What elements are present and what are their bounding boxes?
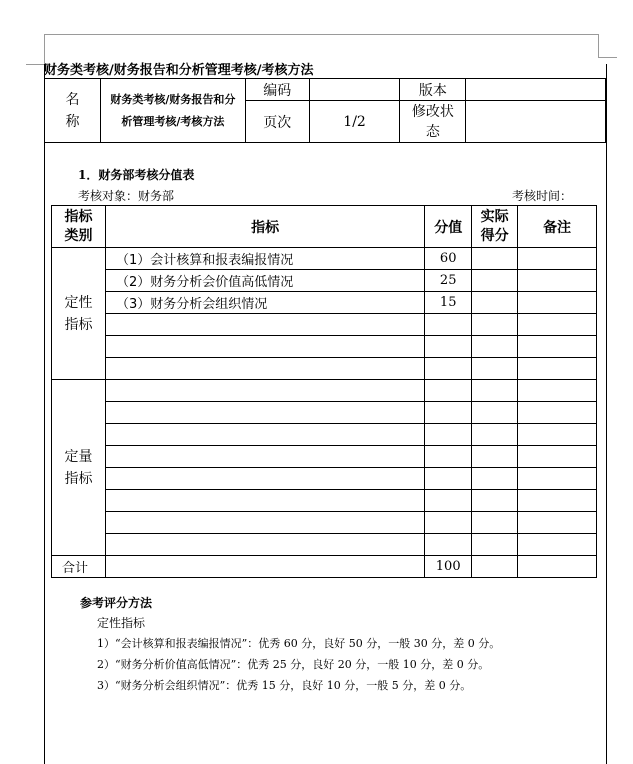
name-label: 名称: [45, 79, 101, 143]
section-title: 1．财务部考核分值表: [78, 168, 195, 182]
table-row: [52, 292, 597, 314]
name-value: 财务类考核/财务报告和分析管理考核/考核方法: [100, 79, 245, 143]
rule-line: 1）“会计核算和报表编报情况”：优秀 60 分，良好 50 分，一般 30 分，差 0 分。: [97, 637, 501, 650]
score-cell: 15: [425, 292, 472, 314]
indicator-cell: （2）财务分析会价值高低情况: [105, 270, 424, 292]
total-label: 合计: [52, 556, 106, 578]
table-row: [52, 424, 597, 446]
col-score: 分值: [425, 206, 472, 248]
table-row: [52, 248, 597, 270]
table-row: [52, 468, 597, 490]
revision-label: 修改状态: [400, 101, 466, 143]
table-row: [52, 358, 597, 380]
crop-mark-top-line: [44, 34, 598, 35]
table-row: [52, 314, 597, 336]
revision-value: [466, 101, 606, 143]
total-row: [52, 556, 597, 578]
remark-cell: [518, 248, 597, 270]
col-remark: 备注: [518, 206, 597, 248]
remark-cell: [518, 270, 597, 292]
table-row: [52, 336, 597, 358]
table-row: [52, 380, 597, 402]
score-table: [51, 205, 597, 578]
crop-mark-top-right: [598, 34, 617, 58]
quantitative-category: 定量指标: [52, 380, 106, 556]
version-value: [466, 79, 606, 101]
page-value: 1/2: [309, 101, 400, 143]
header-table: [44, 78, 606, 143]
version-label: 版本: [400, 79, 466, 101]
total-score: 100: [425, 556, 472, 578]
reference-title: 参考评分方法: [80, 596, 153, 610]
col-indicator: 指标: [105, 206, 424, 248]
assessment-target: 考核对象：财务部: [78, 189, 175, 203]
code-value: [309, 79, 400, 101]
table-row: [52, 402, 597, 424]
col-actual: 实际得分: [472, 206, 518, 248]
table-row: [52, 534, 597, 556]
code-label: 编码: [245, 79, 309, 101]
crop-mark-top-left: [26, 34, 45, 65]
score-cell: 25: [425, 270, 472, 292]
table-row: [52, 490, 597, 512]
page-label: 页次: [245, 101, 309, 143]
remark-cell: [518, 292, 597, 314]
rule-line: 2）“财务分析价值高低情况”：优秀 25 分，良好 20 分，一般 10 分，差 0 分。: [97, 658, 490, 671]
qualitative-category: 定性指标: [52, 248, 106, 380]
actual-cell: [472, 270, 518, 292]
rule-line: 3）“财务分析会组织情况”：优秀 15 分，良好 10 分，一般 5 分，差 0 分。: [97, 679, 472, 692]
actual-cell: [472, 292, 518, 314]
indicator-cell: （3）财务分析会组织情况: [105, 292, 424, 314]
table-header-row: [52, 206, 597, 248]
indicator-cell: （1）会计核算和报表编报情况: [105, 248, 424, 270]
table-row: [52, 270, 597, 292]
score-cell: 60: [425, 248, 472, 270]
assessment-time: 考核时间：: [512, 189, 573, 203]
table-row: [52, 446, 597, 468]
table-row: [52, 512, 597, 534]
actual-cell: [472, 248, 518, 270]
col-category: 指标类别: [52, 206, 106, 248]
document-title: 财务类考核/财务报告和分析管理考核/考核方法: [44, 63, 314, 78]
reference-subtitle: 定性指标: [97, 616, 146, 630]
